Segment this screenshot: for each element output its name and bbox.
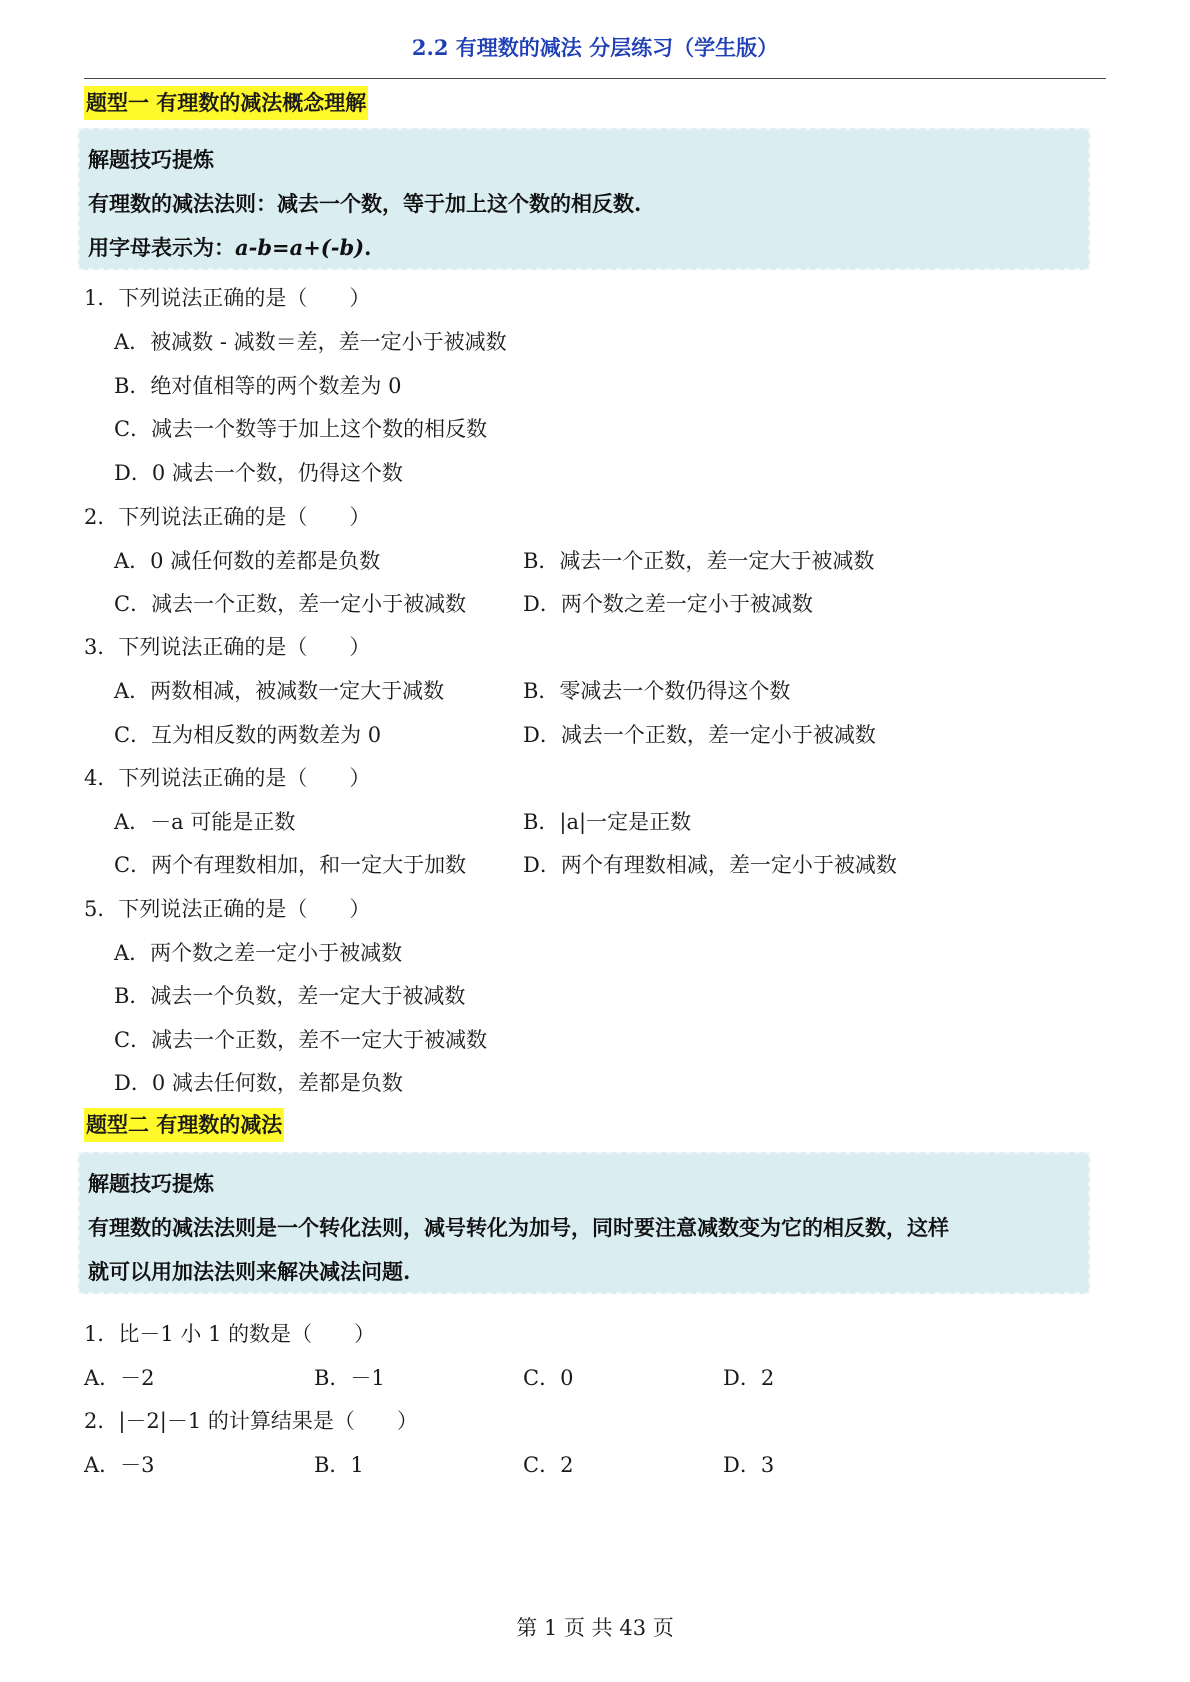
question-stem: 5．下列说法正确的是（ ） [84, 897, 371, 921]
page-footer: 第 1 页 共 43 页 [516, 1616, 674, 1640]
answer-option: D．两个数之差一定小于被减数 [523, 592, 813, 616]
section-heading-2: 题型二 有理数的减法 [84, 1108, 284, 1142]
answer-option: B．减去一个正数，差一定大于被减数 [523, 549, 875, 573]
tips-formula: a-b=a+(-b) [235, 235, 365, 260]
answer-option: C．减去一个数等于加上这个数的相反数 [114, 417, 488, 441]
answer-option: D．两个有理数相减，差一定小于被减数 [523, 853, 897, 877]
tips-formula-line [88, 232, 371, 262]
answer-option: B．零减去一个数仍得这个数 [523, 679, 791, 703]
answer-option: B．绝对值相等的两个数差为 0 [114, 374, 402, 398]
tips-rule-text: 有理数的减法法则：减去一个数，等于加上这个数的相反数. [88, 191, 642, 216]
title-divider [84, 78, 1106, 79]
answer-option: C．2 [523, 1453, 574, 1477]
answer-option: A．被减数 - 减数＝差，差一定小于被减数 [114, 330, 507, 354]
answer-option: C．减去一个正数，差一定小于被减数 [114, 592, 467, 616]
tips-title: 解题技巧提炼 [88, 147, 214, 172]
answer-option: A．－a 可能是正数 [114, 810, 296, 834]
answer-option: D．0 减去一个数，仍得这个数 [114, 461, 403, 485]
answer-option: C．0 [523, 1366, 574, 1390]
question-stem: 2．下列说法正确的是（ ） [84, 505, 371, 529]
tips-box-2 [78, 1152, 1090, 1294]
answer-option: A．两数相减，被减数一定大于减数 [114, 679, 445, 703]
question-stem: 3．下列说法正确的是（ ） [84, 635, 371, 659]
answer-option: B．|a|一定是正数 [523, 810, 692, 834]
tips-formula-suffix: . [364, 235, 372, 260]
question-stem: 1．比－1 小 1 的数是（ ） [84, 1322, 376, 1346]
answer-option: A．－2 [84, 1366, 155, 1390]
answer-option: D．3 [723, 1453, 775, 1477]
question-stem: 4．下列说法正确的是（ ） [84, 766, 371, 790]
answer-option: D．0 减去任何数，差都是负数 [114, 1071, 403, 1095]
answer-option: C．两个有理数相加，和一定大于加数 [114, 853, 467, 877]
document-title: 2.2 有理数的减法 分层练习（学生版） [411, 35, 779, 60]
section-heading-1: 题型一 有理数的减法概念理解 [84, 86, 368, 120]
tips-title: 解题技巧提炼 [88, 1171, 214, 1196]
answer-option: B．－1 [314, 1366, 385, 1390]
question-stem: 2．|－2|－1 的计算结果是（ ） [84, 1409, 418, 1433]
answer-option: A．两个数之差一定小于被减数 [114, 941, 403, 965]
question-stem: 1．下列说法正确的是（ ） [84, 286, 371, 310]
answer-option: A．－3 [84, 1453, 155, 1477]
answer-option: B．1 [314, 1453, 364, 1477]
answer-option: A．0 减任何数的差都是负数 [114, 549, 381, 573]
answer-option: B．减去一个负数，差一定大于被减数 [114, 984, 466, 1008]
answer-option: C．减去一个正数，差不一定大于被减数 [114, 1028, 488, 1052]
tips-box-1 [78, 128, 1090, 270]
tips-rule-text: 有理数的减法法则是一个转化法则，减号转化为加号，同时要注意减数变为它的相反数，这样 [88, 1215, 949, 1240]
answer-option: D．减去一个正数，差一定小于被减数 [523, 723, 876, 747]
answer-option: D．2 [723, 1366, 775, 1390]
tips-rule-text-cont: 就可以用加法法则来解决减法问题. [88, 1259, 411, 1284]
tips-formula-prefix: 用字母表示为： [88, 235, 235, 260]
answer-option: C．互为相反数的两数差为 0 [114, 723, 382, 747]
